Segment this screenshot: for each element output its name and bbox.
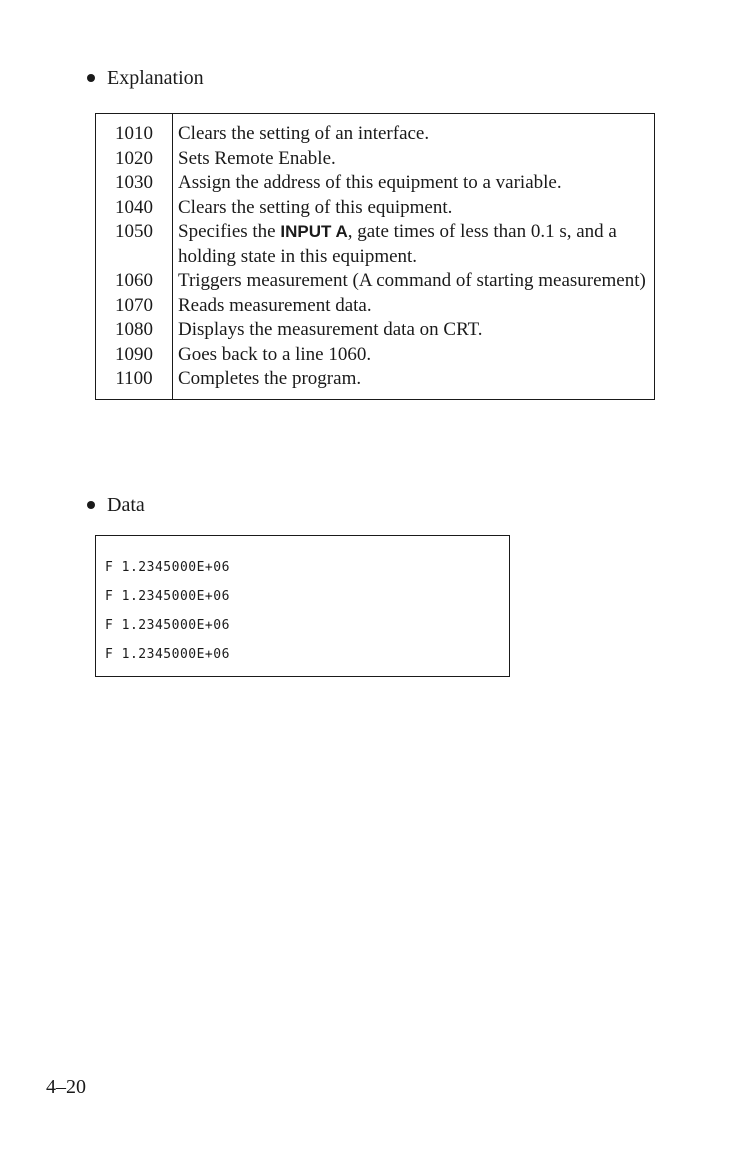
line-number: 1050 (96, 220, 173, 269)
line-description: Goes back to a line 1060. (178, 343, 372, 365)
line-number: 1010 (96, 114, 173, 147)
table-row (96, 343, 655, 368)
table-row (96, 294, 655, 319)
table-row (96, 114, 655, 147)
input-a-term: INPUT A (280, 222, 348, 241)
line-number: 1040 (96, 196, 173, 221)
page-number: 4–20 (46, 1076, 86, 1098)
line-description: Sets Remote Enable. (178, 147, 336, 169)
table-row (96, 318, 655, 343)
explanation-table (95, 113, 655, 400)
bullet-icon (87, 74, 95, 82)
line-description: Triggers measurement (A command of starting measurement) (178, 270, 646, 291)
line-description: Completes the program. (178, 368, 362, 389)
table-row (96, 171, 655, 196)
line-description: Assign the address of this equipment to a variable. (178, 172, 562, 193)
line-description (173, 220, 655, 269)
line-number: 1020 (96, 147, 173, 172)
description-text-before: Specifies the (178, 221, 281, 242)
data-line: F 1.2345000E+06 (105, 589, 230, 604)
table-row (96, 367, 655, 399)
table-row (96, 196, 655, 221)
line-description: Clears the setting of this equipment. (178, 196, 453, 218)
bullet-icon (87, 501, 95, 509)
line-number: 1070 (96, 294, 173, 319)
data-line: F 1.2345000E+06 (105, 618, 230, 633)
description-text-after: , gate times of less than 0.1 s, and a holding state in this equipment. (178, 221, 617, 267)
data-output-box (95, 535, 510, 677)
data-heading (87, 493, 145, 517)
line-number: 1080 (96, 318, 173, 343)
table-row (96, 147, 655, 172)
line-number: 1060 (96, 269, 173, 294)
line-number: 1090 (96, 343, 173, 368)
line-description: Displays the measurement data on CRT. (178, 319, 483, 340)
line-description: Reads measurement data. (178, 294, 372, 316)
data-line: F 1.2345000E+06 (105, 560, 230, 575)
table-row (96, 220, 655, 269)
line-number: 1030 (96, 171, 173, 196)
data-heading-label: Data (107, 494, 145, 516)
explanation-heading (87, 66, 204, 90)
explanation-heading-label: Explanation (107, 67, 204, 89)
data-line: F 1.2345000E+06 (105, 647, 230, 662)
table-row (96, 269, 655, 294)
line-number: 1100 (96, 367, 173, 399)
line-description: Clears the setting of an interface. (178, 123, 430, 144)
